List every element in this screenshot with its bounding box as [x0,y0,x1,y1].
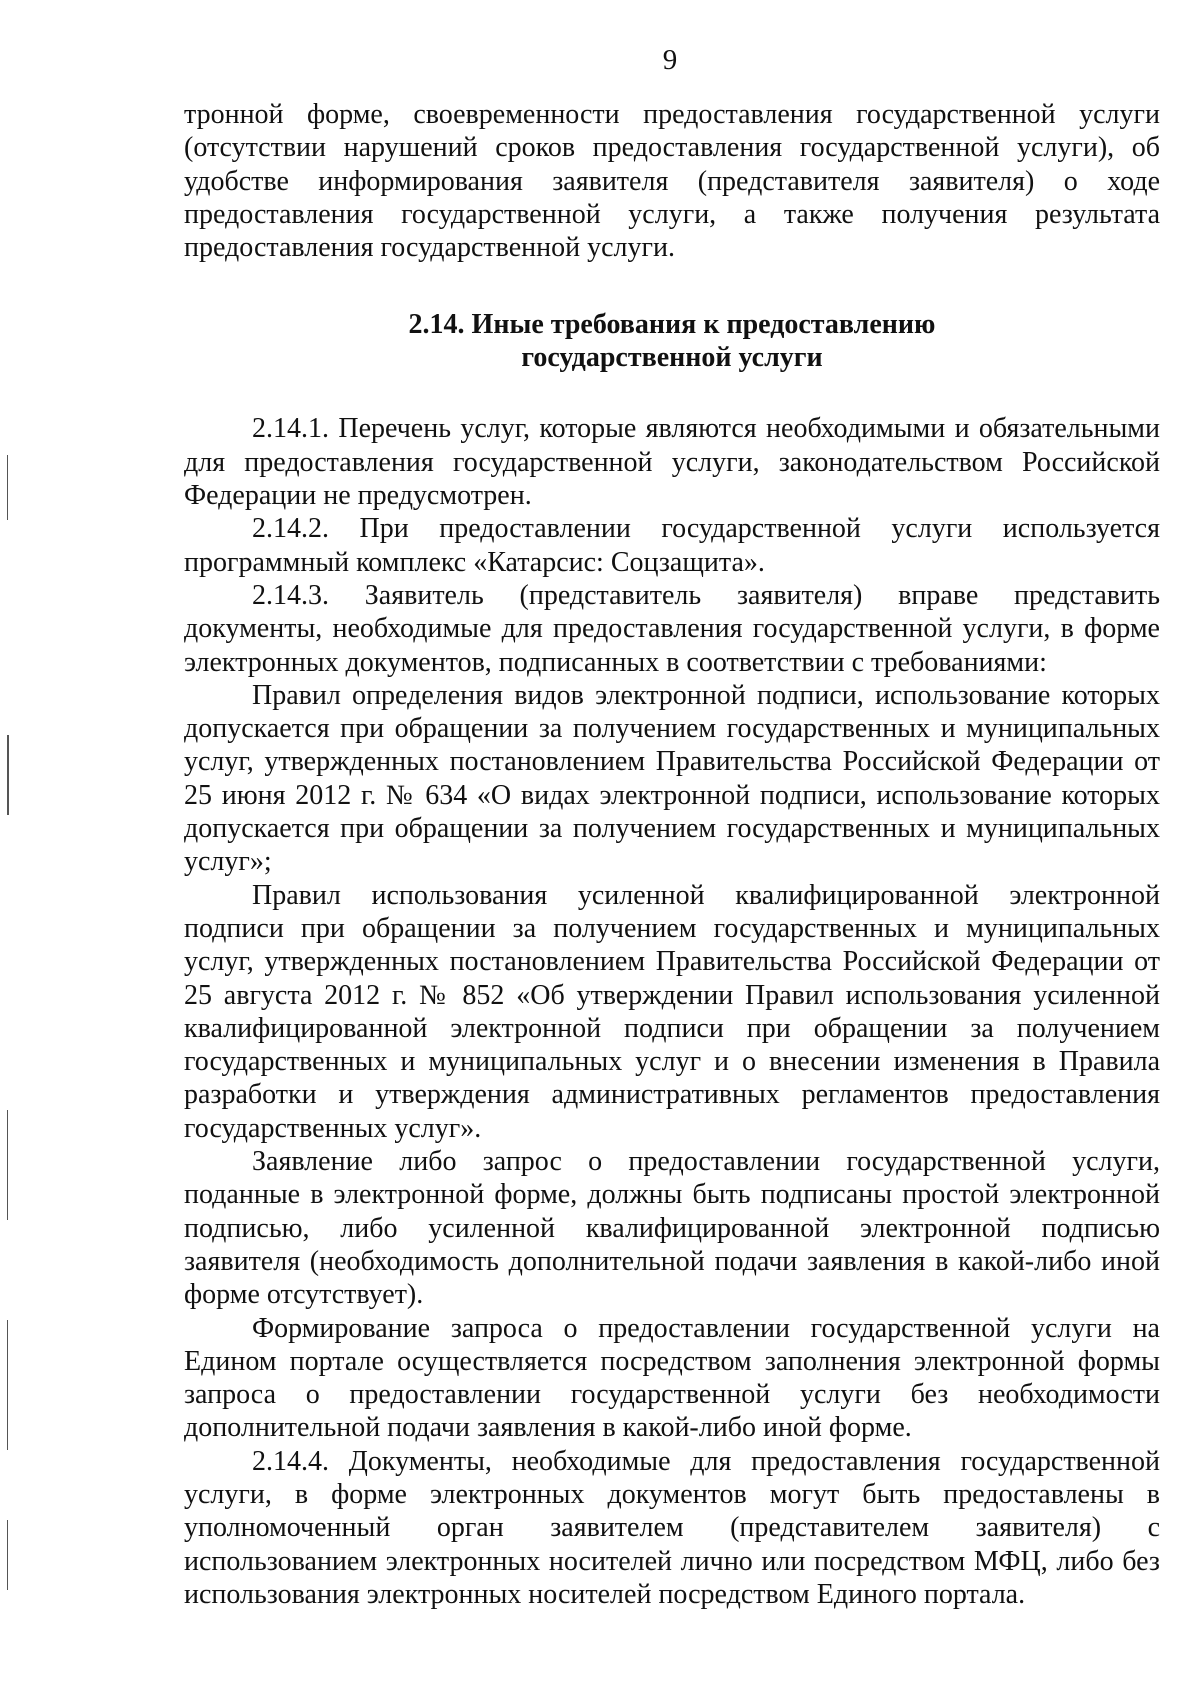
scan-artifact [7,735,9,815]
page-number: 9 [662,44,678,76]
scan-artifact [7,1320,8,1450]
scan-artifact [7,1110,8,1220]
paragraph-rules-634: Правил определения видов электронной подписи, использование которых допускается при обращении за получением государственных и муниципальных услуг, утвержденных постановлением Правительства Российской Федерации от 25 июня 2012 г. № 634 «О видах электронной подписи, использование которых допускается при обращении за получением государственных и муниципальных услуг»; [184,679,1160,878]
paragraph-signature: Заявление либо запрос о предоставлении государственной услуги, поданные в электронной форме, должны быть подписаны простой электронной подписью, либо усиленной квалифицированной электронной подписью заявителя (необходимость дополнительной подачи заявления в какой-либо иной форме отсутствует). [184,1146,1160,1311]
section-heading [184,308,1160,374]
section-heading-line-1: 2.14. Иные требования к предоставлению [408,309,936,341]
document-body [184,98,1160,1611]
paragraph-2-14-2: 2.14.2. При предоставлении государственной услуги используется программный комплекс «Катарсис: Соцзащита». [184,513,1160,578]
scan-artifact [7,1520,8,1590]
paragraph-2-14-4: 2.14.4. Документы, необходимые для предоставления государственной услуги, в форме электронных документов могут быть предоставлены в уполномоченный орган заявителем (представителем заявителя) с использованием электронных носителей лично или посредством МФЦ, либо без использования электронных носителей посредством Единого портала. [184,1445,1160,1610]
intro-paragraph: тронной форме, своевременности предоставления государственной услуги (отсутствии нарушений сроков предоставления государственной услуги), об удобстве информирования заявителя (представителя заявителя) о ходе предоставления государственной услуги, а также получения результата предоставления государственной услуги. [184,99,1160,264]
section-heading-line-2: государственной услуги [521,342,823,374]
scan-artifact [7,455,8,520]
paragraph-rules-852: Правил использования усиленной квалифицированной электронной подписи при обращении за получением государственных и муниципальных услуг, утвержденных постановлением Правительства Российской Федерации от 25 августа 2012 г. № 852 «Об утверждении Правил использования усиленной квалифицированной электронной подписи при обращении за получением государственных и муниципальных услуг и о внесении изменения в Правила разработки и утверждения административных регламентов предоставления государственных услуг». [184,879,1160,1144]
paragraph-portal-request: Формирование запроса о предоставлении государственной услуги на Едином портале осуществляется посредством заполнения электронной формы запроса о предоставлении государственной услуги без необходимости дополнительной подачи заявления в какой-либо иной форме. [184,1312,1160,1444]
paragraph-2-14-1: 2.14.1. Перечень услуг, которые являются необходимыми и обязательными для предоставления государственной услуги, законодательством Российской Федерации не предусмотрен. [184,413,1160,512]
paragraph-2-14-3: 2.14.3. Заявитель (представитель заявителя) вправе представить документы, необходимые для предоставления государственной услуги, в форме электронных документов, подписанных в соответствии с требованиями: [184,579,1160,678]
